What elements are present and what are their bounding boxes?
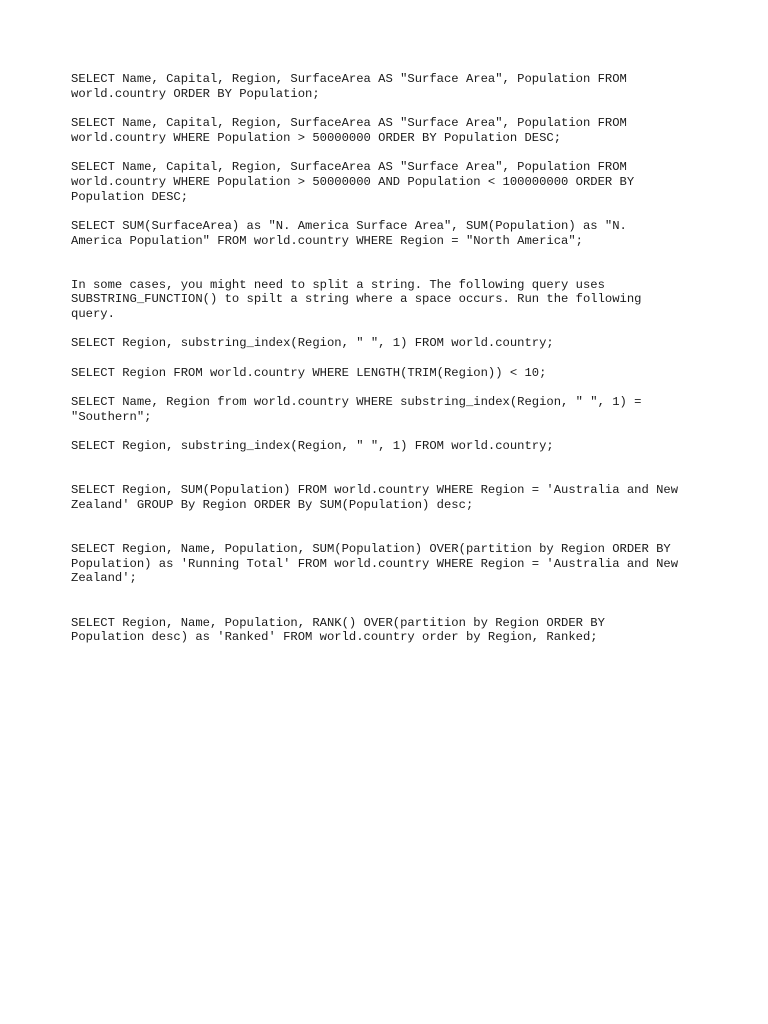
paragraph-query-north-america-sum bbox=[71, 219, 731, 248]
text-line: Population desc) as 'Ranked' FROM world.country order by Region, Ranked; bbox=[71, 630, 598, 645]
text-line: SELECT Region, substring_index(Region, " ", 1) FROM world.country; bbox=[71, 336, 554, 351]
document-body bbox=[71, 72, 731, 645]
text-line: SELECT Name, Region from world.country WHERE substring_index(Region, " ", 1) = bbox=[71, 395, 642, 410]
paragraph-query-rank bbox=[71, 616, 731, 645]
text-line: Zealand'; bbox=[71, 571, 137, 586]
text-line: SUBSTRING_FUNCTION() to spilt a string where a space occurs. Run the following bbox=[71, 292, 642, 307]
text-line: world.country ORDER BY Population; bbox=[71, 86, 320, 101]
text-line: SELECT Name, Capital, Region, SurfaceArea AS "Surface Area", Population FROM bbox=[71, 72, 627, 86]
paragraph-query-running-total bbox=[71, 542, 731, 586]
text-line: query. bbox=[71, 307, 115, 322]
paragraph-query-southern bbox=[71, 395, 731, 424]
text-line: "Southern"; bbox=[71, 409, 152, 424]
paragraph-query-order-by-population bbox=[71, 72, 731, 101]
text-line: Population DESC; bbox=[71, 189, 189, 204]
paragraph-query-substring-index bbox=[71, 336, 731, 351]
text-line: SELECT Name, Capital, Region, SurfaceArea AS "Surface Area", Population FROM bbox=[71, 116, 627, 131]
text-line: America Population" FROM world.country WHERE Region = "North America"; bbox=[71, 233, 583, 248]
paragraph-query-population-range bbox=[71, 160, 731, 204]
paragraph-split-string-explanation bbox=[71, 278, 731, 322]
text-line: SELECT Region, SUM(Population) FROM world.country WHERE Region = 'Australia and New bbox=[71, 483, 679, 498]
text-line: SELECT Region FROM world.country WHERE LENGTH(TRIM(Region)) < 10; bbox=[71, 365, 547, 380]
text-line: SELECT Region, Name, Population, RANK() OVER(partition by Region ORDER BY bbox=[71, 615, 605, 630]
text-line: world.country WHERE Population > 50000000 AND Population < 100000000 ORDER BY bbox=[71, 174, 635, 189]
paragraph-query-population-desc bbox=[71, 116, 731, 145]
text-line: SELECT Name, Capital, Region, SurfaceArea AS "Surface Area", Population FROM bbox=[71, 160, 627, 175]
text-line: SELECT Region, Name, Population, SUM(Population) OVER(partition by Region ORDER BY bbox=[71, 542, 671, 557]
text-line: Population) as 'Running Total' FROM world.country WHERE Region = 'Australia and New bbox=[71, 556, 679, 571]
text-line: Zealand' GROUP By Region ORDER By SUM(Population) desc; bbox=[71, 497, 474, 512]
paragraph-query-substring-index-repeat bbox=[71, 439, 731, 454]
text-line: world.country WHERE Population > 50000000 ORDER BY Population DESC; bbox=[71, 130, 562, 145]
paragraph-query-group-by-region bbox=[71, 483, 731, 512]
paragraph-query-length-trim bbox=[71, 366, 731, 381]
text-line: SELECT Region, substring_index(Region, " ", 1) FROM world.country; bbox=[71, 439, 554, 454]
text-line: SELECT SUM(SurfaceArea) as "N. America Surface Area", SUM(Population) as "N. bbox=[71, 218, 627, 233]
text-line: In some cases, you might need to split a string. The following query uses bbox=[71, 277, 605, 292]
